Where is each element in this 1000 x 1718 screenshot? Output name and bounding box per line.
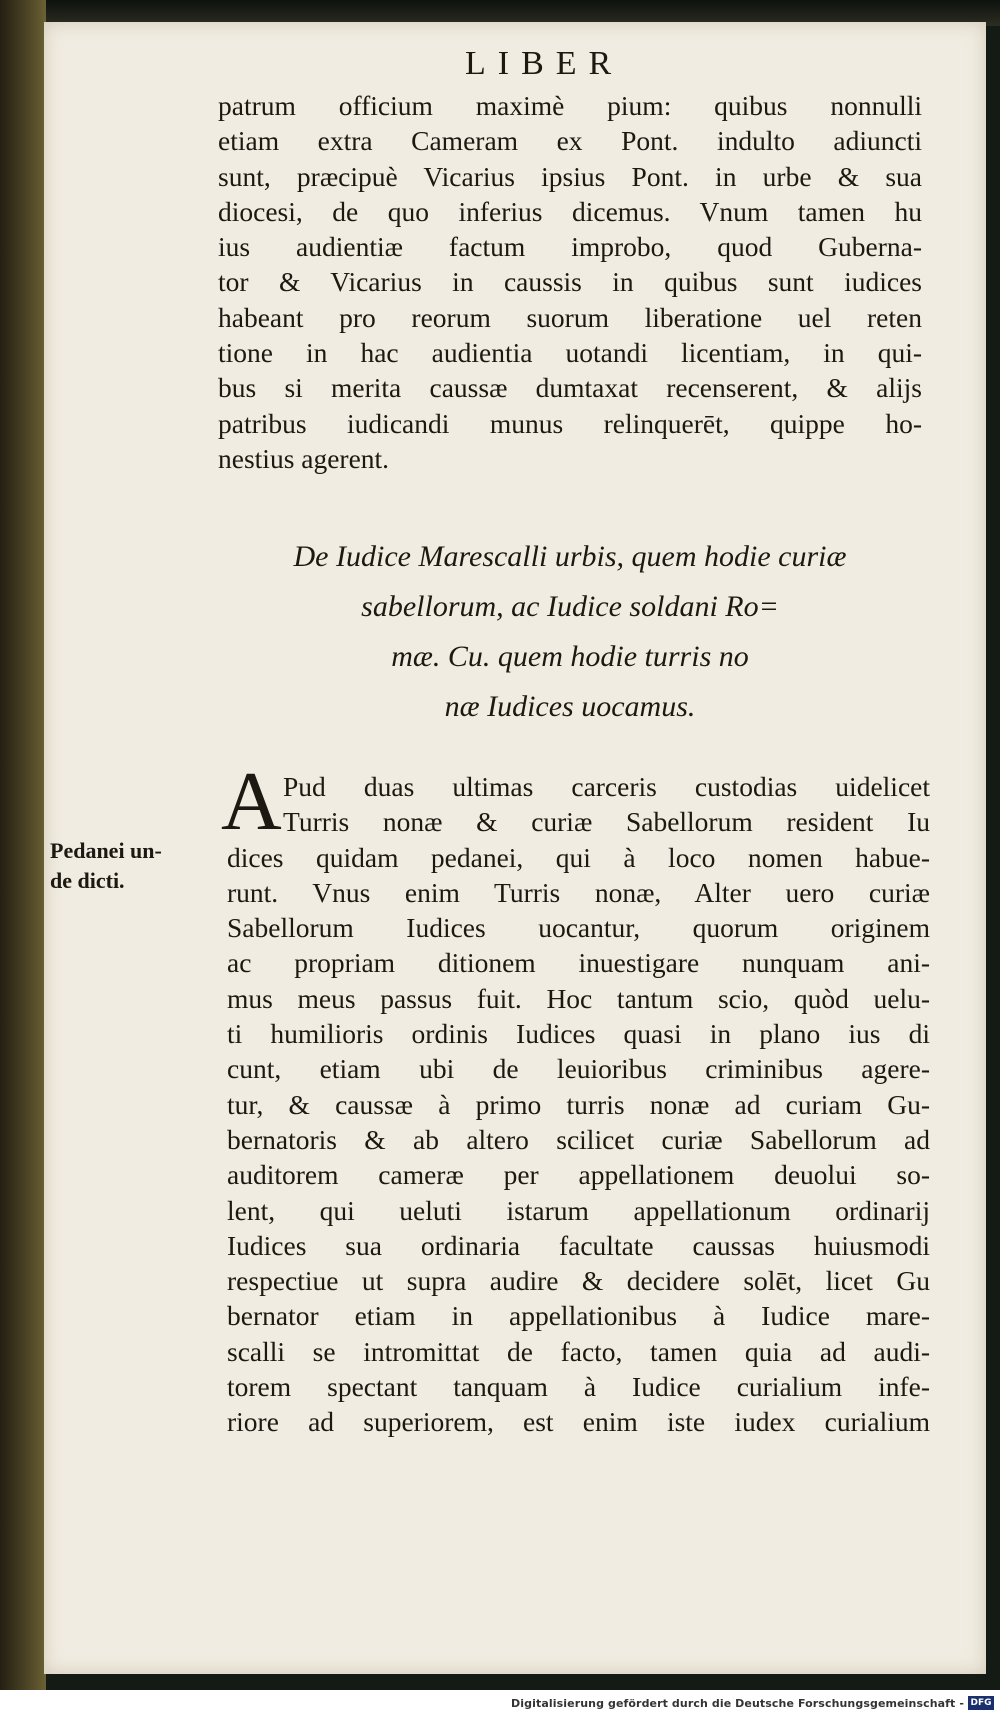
text-line: habeant pro reorum suorum liberatione uel reten (218, 301, 922, 333)
text-line: ius audientiæ factum improbo, quod Guberna- (218, 231, 922, 263)
body-line: riore ad superiorem, est enim iste iudex curialium (227, 1406, 930, 1438)
text-line: bus si merita caussæ dumtaxat recenserent, & alijs (218, 372, 922, 404)
body-line: bernatoris & ab altero scilicet curiæ Sabellorum ad (227, 1123, 930, 1155)
text-line: patrum officium maximè pium: quibus nonnulli (218, 90, 922, 121)
heading-line: sabellorum, ac Iudice soldani Ro= (361, 590, 779, 623)
section-heading (220, 532, 920, 732)
heading-line: næ Iudices uocamus. (444, 690, 696, 723)
body-line: ac propriam ditionem inuestigare nunquam ani- (227, 947, 930, 979)
text-block (218, 88, 922, 476)
text-line: nestius agerent. (218, 442, 390, 474)
text-line: etiam extra Cameram ex Pont. indulto adiuncti (218, 125, 922, 157)
body-line: auditorem cameræ per appellationem deuolui so- (227, 1159, 930, 1191)
body-line: tur, & caussæ à primo turris nonæ ad curiam Gu- (227, 1088, 930, 1120)
body-line: runt. Vnus enim Turris nonæ, Alter uero curiæ (227, 876, 930, 908)
body-line: Turris nonæ & curiæ Sabellorum resident Iu (283, 806, 930, 838)
heading-line: mæ. Cu. quem hodie turris no (391, 640, 749, 673)
text-line: tor & Vicarius in caussis in quibus sunt iudices (218, 266, 922, 298)
margin-note-line: Pedanei un- (50, 838, 162, 863)
dfg-logo: DFG (968, 1696, 994, 1710)
text-line: tione in hac audientia uotandi licentiam, in qui- (218, 337, 922, 369)
text-line: patribus iudicandi munus relinquerēt, quippe ho- (218, 407, 922, 439)
body-line: Sabellorum Iudices uocantur, quorum originem (227, 912, 930, 944)
running-head: LIBER (465, 45, 624, 82)
body-line: Iudices sua ordinaria facultate caussas huiusmodi (227, 1229, 930, 1261)
body-line: ti humilioris ordinis Iudices quasi in plano ius di (227, 1018, 930, 1050)
margin-note (50, 836, 200, 896)
body-line: scalli se intromittat de facto, tamen quia ad audi- (227, 1335, 930, 1367)
footer-credit: Digitalisierung gefördert durch die Deutsche Forschungsgemeinschaft - (511, 1697, 964, 1710)
margin-note-line: de dicti. (50, 868, 125, 893)
body-line: bernator etiam in appellationibus à Iudice mare- (227, 1300, 930, 1332)
body-line: cunt, etiam ubi de leuioribus criminibus agere- (227, 1053, 930, 1085)
body-line: Pud duas ultimas carceris custodias uidelicet (283, 771, 930, 802)
body-line: lent, qui ueluti istarum appellationum ordinarij (227, 1194, 930, 1226)
book-left-edge (0, 0, 46, 1690)
text-line: diocesi, de quo inferius dicemus. Vnum tamen hu (218, 195, 922, 227)
heading-line: De Iudice Marescalli urbis, quem hodie curiæ (293, 540, 847, 573)
body-line: torem spectant tanquam à Iudice curialium infe- (227, 1371, 930, 1403)
body-line: mus meus passus fuit. Hoc tantum scio, quòd uelu- (227, 982, 930, 1014)
body-line: dices quidam pedanei, qui à loco nomen habue- (227, 841, 930, 873)
drop-cap: A (221, 755, 282, 848)
text-line: sunt, præcipuè Vicarius ipsius Pont. in urbe & sua (218, 160, 922, 192)
body-block (227, 769, 930, 1440)
body-line: respectiue ut supra audire & decidere solēt, licet Gu (227, 1265, 930, 1297)
